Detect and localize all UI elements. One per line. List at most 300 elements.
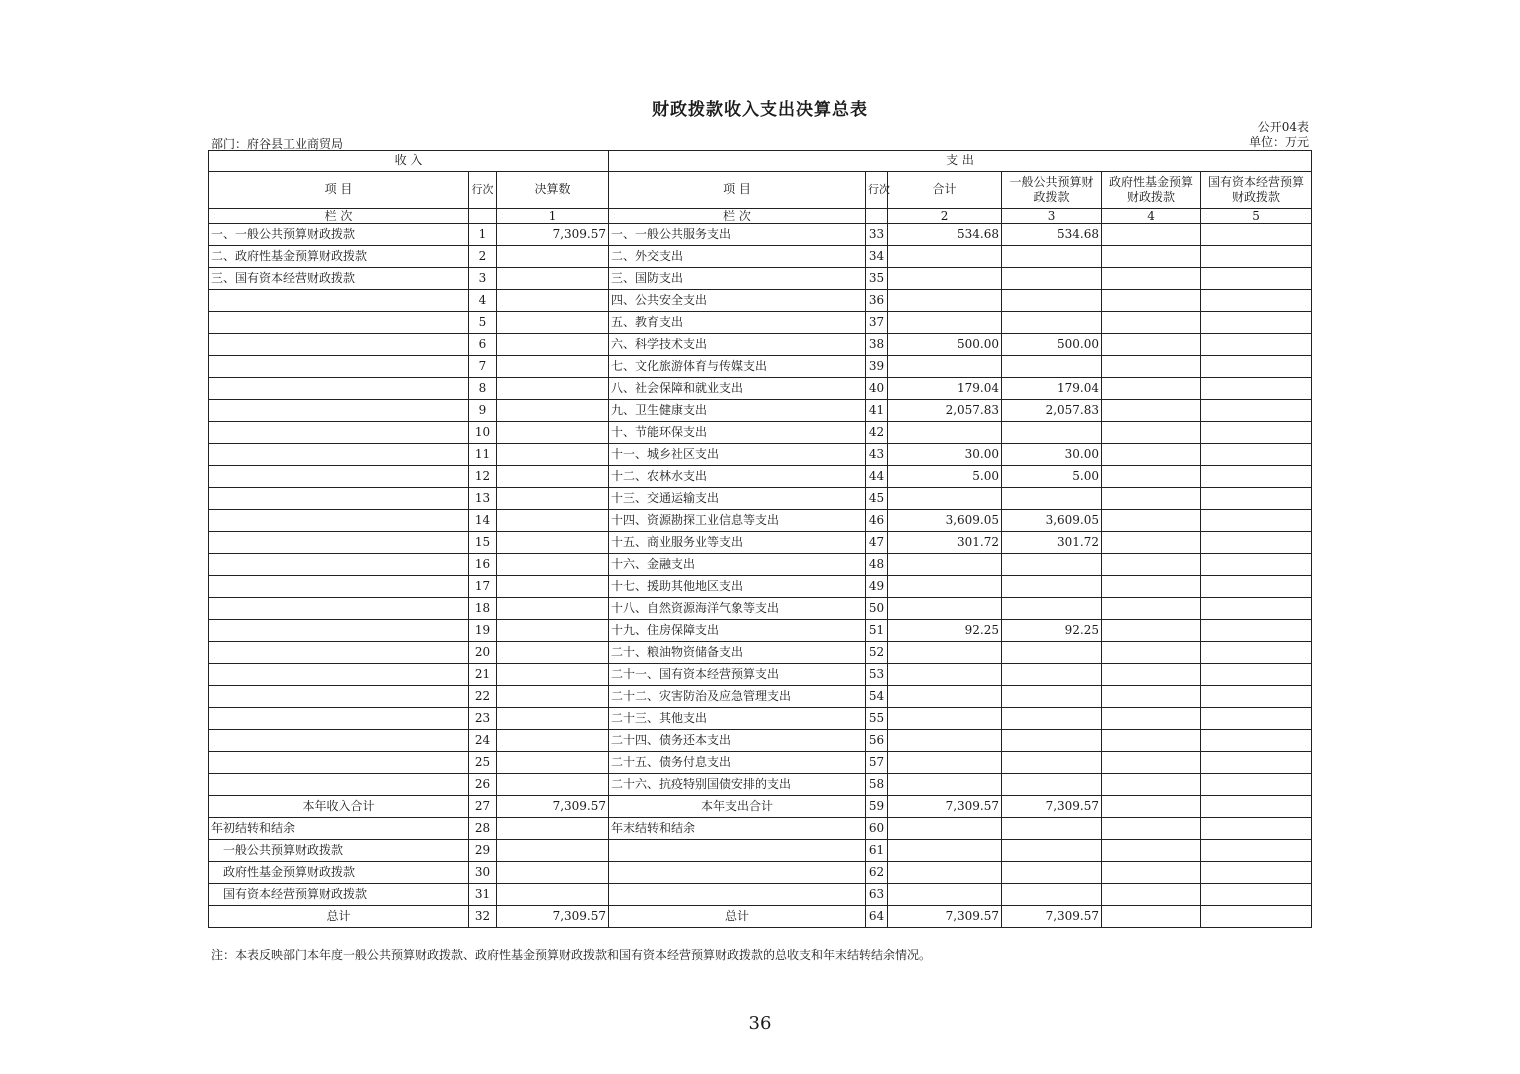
state-capital-cell <box>1201 400 1312 422</box>
expense-row-no-cell: 45 <box>866 488 888 510</box>
state-capital-cell <box>1201 224 1312 246</box>
expense-item-cell <box>609 884 866 906</box>
general-budget-cell <box>1002 422 1102 444</box>
table-row <box>209 422 1312 444</box>
expense-total-cell <box>888 664 1002 686</box>
expense-row-no-cell: 60 <box>866 818 888 840</box>
expense-row-no-cell: 36 <box>866 290 888 312</box>
expense-total-cell <box>888 422 1002 444</box>
state-capital-cell <box>1201 488 1312 510</box>
table-row <box>209 444 1312 466</box>
income-amount-cell <box>497 818 609 840</box>
general-budget-cell: 500.00 <box>1002 334 1102 356</box>
state-capital-cell <box>1201 752 1312 774</box>
expense-total-cell <box>888 686 1002 708</box>
expense-total-cell <box>888 730 1002 752</box>
expense-total-cell <box>888 246 1002 268</box>
expense-item-cell: 十、节能环保支出 <box>609 422 866 444</box>
income-amount-cell <box>497 862 609 884</box>
income-amount-cell <box>497 620 609 642</box>
state-capital-cell <box>1201 510 1312 532</box>
income-item-cell <box>209 686 469 708</box>
expense-total-cell: 92.25 <box>888 620 1002 642</box>
expense-item-cell: 六、科学技术支出 <box>609 334 866 356</box>
expense-item-cell: 五、教育支出 <box>609 312 866 334</box>
table-row <box>209 312 1312 334</box>
expense-total-cell <box>888 488 1002 510</box>
expense-total-cell <box>888 752 1002 774</box>
gov-fund-cell <box>1102 510 1201 532</box>
expense-row-no-cell: 48 <box>866 554 888 576</box>
income-item-cell <box>209 510 469 532</box>
state-capital-header: 国有资本经营预算财政拨款 <box>1201 172 1312 209</box>
state-capital-cell <box>1201 708 1312 730</box>
gov-fund-cell <box>1102 906 1201 928</box>
table-row <box>209 532 1312 554</box>
general-budget-cell: 7,309.57 <box>1002 796 1102 818</box>
general-budget-cell <box>1002 730 1102 752</box>
year-total-row <box>209 796 1312 818</box>
state-capital-cell <box>1201 312 1312 334</box>
income-amount-cell <box>497 840 609 862</box>
income-item-cell: 国有资本经营预算财政拨款 <box>209 884 469 906</box>
state-capital-cell <box>1201 862 1312 884</box>
column-number-5: 5 <box>1201 209 1312 224</box>
state-capital-cell <box>1201 774 1312 796</box>
gov-fund-cell <box>1102 642 1201 664</box>
income-row-no-cell: 7 <box>469 356 497 378</box>
state-capital-cell <box>1201 422 1312 444</box>
table-row <box>209 488 1312 510</box>
expense-row-no-cell: 42 <box>866 422 888 444</box>
table-row <box>209 686 1312 708</box>
table-row <box>209 576 1312 598</box>
general-budget-cell: 5.00 <box>1002 466 1102 488</box>
expense-item-cell: 十八、自然资源海洋气象等支出 <box>609 598 866 620</box>
income-item-cell <box>209 554 469 576</box>
expense-item-cell: 二十五、债务付息支出 <box>609 752 866 774</box>
income-item-cell <box>209 730 469 752</box>
income-item-cell <box>209 312 469 334</box>
expense-item-cell: 十六、金融支出 <box>609 554 866 576</box>
general-budget-cell: 7,309.57 <box>1002 906 1102 928</box>
expense-row-no-cell: 63 <box>866 884 888 906</box>
income-amount-cell <box>497 422 609 444</box>
unit-label: 单位：万元 <box>1248 135 1309 149</box>
gov-fund-cell <box>1102 730 1201 752</box>
table-row <box>209 730 1312 752</box>
expense-item-cell: 总计 <box>609 906 866 928</box>
general-budget-cell <box>1002 356 1102 378</box>
income-amount-cell: 7,309.57 <box>497 224 609 246</box>
expense-item-cell: 十五、商业服务业等支出 <box>609 532 866 554</box>
expense-item-cell: 九、卫生健康支出 <box>609 400 866 422</box>
general-budget-cell <box>1002 642 1102 664</box>
table-row <box>209 466 1312 488</box>
expense-item-cell: 十四、资源勘探工业信息等支出 <box>609 510 866 532</box>
expense-row-no-cell: 58 <box>866 774 888 796</box>
table-row <box>209 378 1312 400</box>
expense-row-no-cell: 56 <box>866 730 888 752</box>
expense-total-cell: 30.00 <box>888 444 1002 466</box>
general-budget-cell: 2,057.83 <box>1002 400 1102 422</box>
general-budget-cell: 301.72 <box>1002 532 1102 554</box>
report-title: 财政拨款收入支出决算总表 <box>652 100 868 120</box>
expense-row-no-cell: 46 <box>866 510 888 532</box>
expense-total-cell <box>888 884 1002 906</box>
total-header: 合计 <box>888 172 1002 209</box>
income-amount-cell <box>497 730 609 752</box>
income-row-no-cell: 23 <box>469 708 497 730</box>
income-amount-cell: 7,309.57 <box>497 796 609 818</box>
income-item-cell <box>209 466 469 488</box>
expense-column-label: 栏 次 <box>609 209 866 224</box>
state-capital-cell <box>1201 466 1312 488</box>
general-budget-cell: 3,609.05 <box>1002 510 1102 532</box>
expense-total-cell: 3,609.05 <box>888 510 1002 532</box>
expense-total-cell: 179.04 <box>888 378 1002 400</box>
gov-fund-cell <box>1102 752 1201 774</box>
gov-fund-cell <box>1102 664 1201 686</box>
general-budget-cell <box>1002 862 1102 884</box>
table-row <box>209 598 1312 620</box>
income-amount-cell <box>497 400 609 422</box>
income-item-cell: 一般公共预算财政拨款 <box>209 840 469 862</box>
income-item-cell <box>209 378 469 400</box>
carry-row <box>209 862 1312 884</box>
income-item-cell <box>209 598 469 620</box>
general-budget-cell <box>1002 488 1102 510</box>
income-item-cell <box>209 422 469 444</box>
general-budget-cell: 30.00 <box>1002 444 1102 466</box>
general-budget-cell <box>1002 708 1102 730</box>
general-budget-cell: 534.68 <box>1002 224 1102 246</box>
income-amount-cell: 7,309.57 <box>497 906 609 928</box>
gov-fund-cell <box>1102 224 1201 246</box>
income-row-no-cell: 13 <box>469 488 497 510</box>
gov-fund-cell <box>1102 774 1201 796</box>
expense-item-cell: 一、一般公共服务支出 <box>609 224 866 246</box>
income-amount-cell <box>497 708 609 730</box>
general-budget-cell <box>1002 576 1102 598</box>
gov-fund-cell <box>1102 422 1201 444</box>
income-row-no-cell: 24 <box>469 730 497 752</box>
income-row-no-cell: 18 <box>469 598 497 620</box>
income-row-no-cell: 4 <box>469 290 497 312</box>
income-amount-cell <box>497 598 609 620</box>
expense-item-cell: 十一、城乡社区支出 <box>609 444 866 466</box>
expense-row-no-cell: 50 <box>866 598 888 620</box>
income-row-no-col-blank <box>469 209 497 224</box>
income-item-cell <box>209 774 469 796</box>
gov-fund-cell <box>1102 400 1201 422</box>
general-budget-cell <box>1002 774 1102 796</box>
state-capital-cell <box>1201 356 1312 378</box>
expense-total-cell: 500.00 <box>888 334 1002 356</box>
expense-item-cell: 本年支出合计 <box>609 796 866 818</box>
state-capital-cell <box>1201 598 1312 620</box>
expense-row-no-cell: 41 <box>866 400 888 422</box>
income-row-no-cell: 19 <box>469 620 497 642</box>
expense-total-cell <box>888 840 1002 862</box>
column-number-2: 2 <box>888 209 1002 224</box>
state-capital-cell <box>1201 884 1312 906</box>
income-section-header: 收 入 <box>209 151 609 172</box>
income-amount-cell <box>497 334 609 356</box>
expense-item-cell: 二十、粮油物资储备支出 <box>609 642 866 664</box>
expense-total-cell <box>888 312 1002 334</box>
expense-total-cell: 7,309.57 <box>888 906 1002 928</box>
state-capital-cell <box>1201 532 1312 554</box>
column-number-row <box>209 209 1312 224</box>
income-row-no-cell: 30 <box>469 862 497 884</box>
expense-row-no-cell: 55 <box>866 708 888 730</box>
expense-row-no-cell: 64 <box>866 906 888 928</box>
state-capital-cell <box>1201 906 1312 928</box>
expense-row-no-cell: 61 <box>866 840 888 862</box>
expense-item-cell: 四、公共安全支出 <box>609 290 866 312</box>
column-number-3: 3 <box>1002 209 1102 224</box>
gov-fund-cell <box>1102 334 1201 356</box>
general-budget-cell <box>1002 554 1102 576</box>
general-budget-cell <box>1002 290 1102 312</box>
gov-fund-cell <box>1102 686 1201 708</box>
income-item-cell: 年初结转和结余 <box>209 818 469 840</box>
income-item-cell: 二、政府性基金预算财政拨款 <box>209 246 469 268</box>
income-amount-cell <box>497 554 609 576</box>
general-budget-cell <box>1002 818 1102 840</box>
income-row-no-cell: 3 <box>469 268 497 290</box>
income-row-no-cell: 11 <box>469 444 497 466</box>
expense-total-cell <box>888 774 1002 796</box>
income-row-no-cell: 8 <box>469 378 497 400</box>
income-amount-cell <box>497 532 609 554</box>
expense-row-no-cell: 43 <box>866 444 888 466</box>
state-capital-cell <box>1201 620 1312 642</box>
expense-row-no-header: 行次 <box>866 172 888 209</box>
state-capital-cell <box>1201 246 1312 268</box>
income-amount-cell <box>497 686 609 708</box>
income-row-no-cell: 31 <box>469 884 497 906</box>
gov-fund-cell <box>1102 268 1201 290</box>
income-item-cell <box>209 642 469 664</box>
state-capital-cell <box>1201 334 1312 356</box>
general-budget-cell <box>1002 664 1102 686</box>
income-row-no-cell: 2 <box>469 246 497 268</box>
income-amount-cell <box>497 378 609 400</box>
income-amount-cell <box>497 444 609 466</box>
expense-item-cell: 年末结转和结余 <box>609 818 866 840</box>
expense-section-header: 支 出 <box>609 151 1312 172</box>
expense-item-cell: 二十二、灾害防治及应急管理支出 <box>609 686 866 708</box>
expense-row-no-cell: 59 <box>866 796 888 818</box>
gov-fund-cell <box>1102 312 1201 334</box>
income-row-no-cell: 21 <box>469 664 497 686</box>
general-budget-cell <box>1002 884 1102 906</box>
state-capital-cell <box>1201 730 1312 752</box>
gov-fund-cell <box>1102 818 1201 840</box>
state-capital-cell <box>1201 290 1312 312</box>
expense-item-cell: 八、社会保障和就业支出 <box>609 378 866 400</box>
table-row <box>209 620 1312 642</box>
income-row-no-cell: 14 <box>469 510 497 532</box>
state-capital-cell <box>1201 642 1312 664</box>
expense-row-no-cell: 52 <box>866 642 888 664</box>
grand-total-row <box>209 906 1312 928</box>
general-budget-cell: 179.04 <box>1002 378 1102 400</box>
expense-row-no-cell: 47 <box>866 532 888 554</box>
gov-fund-cell <box>1102 576 1201 598</box>
general-budget-cell: 92.25 <box>1002 620 1102 642</box>
income-item-cell: 三、国有资本经营财政拨款 <box>209 268 469 290</box>
expense-item-cell: 二、外交支出 <box>609 246 866 268</box>
expense-total-cell <box>888 818 1002 840</box>
income-row-no-cell: 15 <box>469 532 497 554</box>
expense-row-no-cell: 40 <box>866 378 888 400</box>
gov-fund-cell <box>1102 598 1201 620</box>
expense-row-no-cell: 38 <box>866 334 888 356</box>
expense-total-cell: 2,057.83 <box>888 400 1002 422</box>
general-budget-cell <box>1002 268 1102 290</box>
gov-fund-cell <box>1102 356 1201 378</box>
income-row-no-cell: 12 <box>469 466 497 488</box>
column-header-row <box>209 172 1312 209</box>
expense-total-cell <box>888 598 1002 620</box>
income-row-no-cell: 5 <box>469 312 497 334</box>
income-row-no-cell: 27 <box>469 796 497 818</box>
expense-row-no-cell: 34 <box>866 246 888 268</box>
income-column-label: 栏 次 <box>209 209 469 224</box>
gov-fund-cell <box>1102 444 1201 466</box>
expense-item-cell: 十二、农林水支出 <box>609 466 866 488</box>
gov-fund-cell <box>1102 466 1201 488</box>
state-capital-cell <box>1201 664 1312 686</box>
expense-row-no-cell: 62 <box>866 862 888 884</box>
income-row-no-cell: 1 <box>469 224 497 246</box>
income-item-cell <box>209 290 469 312</box>
gov-fund-cell <box>1102 840 1201 862</box>
income-item-cell: 总计 <box>209 906 469 928</box>
income-row-no-cell: 29 <box>469 840 497 862</box>
gov-fund-cell <box>1102 884 1201 906</box>
table-row <box>209 554 1312 576</box>
income-row-no-cell: 6 <box>469 334 497 356</box>
table-row <box>209 268 1312 290</box>
expense-row-no-cell: 39 <box>866 356 888 378</box>
carry-row <box>209 840 1312 862</box>
general-budget-cell <box>1002 686 1102 708</box>
income-amount-cell <box>497 752 609 774</box>
expense-row-no-cell: 35 <box>866 268 888 290</box>
state-capital-cell <box>1201 796 1312 818</box>
table-row <box>209 752 1312 774</box>
form-number: 公开04表 <box>1257 120 1309 134</box>
income-amount-cell <box>497 268 609 290</box>
expense-item-cell: 十九、住房保障支出 <box>609 620 866 642</box>
expense-item-cell: 二十六、抗疫特别国债安排的支出 <box>609 774 866 796</box>
income-item-cell <box>209 444 469 466</box>
income-amount-cell <box>497 664 609 686</box>
income-row-no-cell: 20 <box>469 642 497 664</box>
income-amount-cell <box>497 246 609 268</box>
expense-row-no-cell: 49 <box>866 576 888 598</box>
column-number-4: 4 <box>1102 209 1201 224</box>
income-row-no-cell: 10 <box>469 422 497 444</box>
table-row <box>209 510 1312 532</box>
income-row-no-cell: 16 <box>469 554 497 576</box>
general-budget-cell <box>1002 598 1102 620</box>
income-item-cell <box>209 752 469 774</box>
income-row-no-header: 行次 <box>469 172 497 209</box>
general-budget-cell <box>1002 840 1102 862</box>
general-budget-cell <box>1002 752 1102 774</box>
gov-fund-cell <box>1102 796 1201 818</box>
income-amount-cell <box>497 312 609 334</box>
expense-total-cell: 5.00 <box>888 466 1002 488</box>
expense-item-cell: 十三、交通运输支出 <box>609 488 866 510</box>
income-amount-cell <box>497 488 609 510</box>
gov-fund-cell <box>1102 862 1201 884</box>
state-capital-cell <box>1201 576 1312 598</box>
table-row <box>209 334 1312 356</box>
gov-fund-cell <box>1102 378 1201 400</box>
income-amount-cell <box>497 290 609 312</box>
expense-row-no-col-blank <box>866 209 888 224</box>
income-item-cell <box>209 576 469 598</box>
gov-fund-cell <box>1102 532 1201 554</box>
expense-row-no-cell: 54 <box>866 686 888 708</box>
gov-fund-cell <box>1102 554 1201 576</box>
expense-item-cell: 二十三、其他支出 <box>609 708 866 730</box>
table-row <box>209 642 1312 664</box>
carry-row <box>209 818 1312 840</box>
income-row-no-cell: 22 <box>469 686 497 708</box>
state-capital-cell <box>1201 818 1312 840</box>
expense-item-cell <box>609 862 866 884</box>
income-item-cell <box>209 532 469 554</box>
state-capital-cell <box>1201 268 1312 290</box>
footnote: 注：本表反映部门本年度一般公共预算财政拨款、政府性基金预算财政拨款和国有资本经营预算财政拨款的总收支和年末结转结余情况。 <box>211 948 932 962</box>
income-row-no-cell: 28 <box>469 818 497 840</box>
gov-fund-cell <box>1102 246 1201 268</box>
table-row <box>209 664 1312 686</box>
income-amount-cell <box>497 884 609 906</box>
expense-row-no-cell: 53 <box>866 664 888 686</box>
income-item-cell: 政府性基金预算财政拨款 <box>209 862 469 884</box>
expense-total-cell <box>888 576 1002 598</box>
income-item-header: 项 目 <box>209 172 469 209</box>
table-row <box>209 290 1312 312</box>
general-budget-cell <box>1002 312 1102 334</box>
income-item-cell <box>209 708 469 730</box>
column-number-1: 1 <box>497 209 609 224</box>
gov-fund-cell <box>1102 708 1201 730</box>
expense-total-cell <box>888 554 1002 576</box>
expense-item-cell: 三、国防支出 <box>609 268 866 290</box>
income-row-no-cell: 26 <box>469 774 497 796</box>
expense-item-cell: 十七、援助其他地区支出 <box>609 576 866 598</box>
expense-item-cell: 二十一、国有资本经营预算支出 <box>609 664 866 686</box>
gov-fund-cell <box>1102 620 1201 642</box>
state-capital-cell <box>1201 840 1312 862</box>
expense-total-cell: 7,309.57 <box>888 796 1002 818</box>
table-row <box>209 246 1312 268</box>
income-item-cell <box>209 356 469 378</box>
table-row <box>209 400 1312 422</box>
state-capital-cell <box>1201 378 1312 400</box>
state-capital-cell <box>1201 444 1312 466</box>
general-budget-header: 一般公共预算财政拨款 <box>1002 172 1102 209</box>
